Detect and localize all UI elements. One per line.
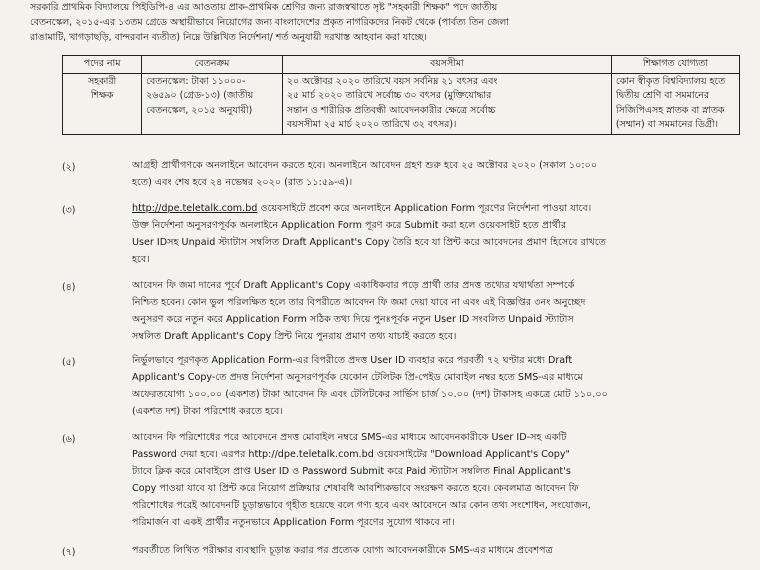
- item-number: (৩): [62, 205, 76, 216]
- item-line: Copy পাওয়া যাবে যা প্রিন্ট করে নিয়োগ প্রক্রিয়ার শেষাবধি আবশ্যিকভাবে সংরক্ষণ করতে হবে। কেবলমাত্র আবেদন ফি: [132, 483, 579, 494]
- age-line: বয়সসীমা ২৫ মার্চ ২০২০ তারিখে ৩২ বৎসর)।: [286, 119, 457, 130]
- intro-line: রাঙামাটি, খাগড়াছড়ি, বান্দরবান ব্যতীত) নিম্নে উল্লিখিত নির্দেশনা/ শর্ত অনুযায়ী দরখাস্ত আহবান করা যাচ্ছে।: [30, 32, 427, 43]
- table-header-row: [63, 56, 740, 74]
- header-qualification: শিক্ষাগত যোগ্যতা: [611, 56, 739, 74]
- item-line: নিশ্চিত হবেন। কোন ভুল পরিলক্ষিত হলে তার বিপরীতে আবেদন ফি জমা দেয়া যাবে না এবং এই বিজ্ঞপ্তির ৩নং অনুচ্ছেদ: [132, 297, 586, 308]
- qual-line: (সম্মান) বা সমমানের ডিগ্রী।: [615, 119, 719, 130]
- item-line: হতে) এবং শেষ হবে ২৪ নভেম্বর ২০২০ (রাত ১১:৫৯-এ)।: [132, 177, 353, 188]
- item-number: (৪): [62, 282, 76, 293]
- cell-age-limit: [282, 73, 611, 134]
- qual-line: সিজিপিএসহ স্নাতক বা স্নাতক: [615, 104, 725, 116]
- item-line: আগ্রহী প্রার্থীগণকে অনলাইনে আবেদন করতে হবে। অনলাইনে আবেদন গ্রহণ শুরু হবে ২৫ অক্টোবর ২০২০ (সকাল ১০:০০: [132, 160, 598, 171]
- item-line: ওয়েবসাইটে প্রবেশ করে অনলাইনে Application Form পূরণের নির্দেশনা পাওয়া যাবে।: [260, 203, 592, 214]
- header-pay-scale: বেতনক্রম: [142, 56, 283, 74]
- header-age-limit: বয়সসীমা: [282, 56, 611, 74]
- item-line: হবে।: [132, 254, 150, 265]
- qual-line: দ্বিতীয় শ্রেণি বা সমমানের: [615, 90, 710, 101]
- intro-line: বেতনস্কেল, ২০১৫-এর ১৩তম গ্রেডে অস্থায়ীভাবে নিয়োগের জন্য বাংলাদেশের প্রকৃত নাগরিকদের নিকট থেকে (পার্বত্য তিন জেলা: [30, 17, 509, 28]
- cell-qualification: [611, 73, 739, 134]
- item-line: উক্ত নির্দেশনা অনুসরণপূর্বক অনলাইনে Application Form পূরণ করে Submit করা হলে ওয়েবসাইট হতে প্রার্থীর: [132, 220, 567, 231]
- item-line: পরিশোধের পরেই আবেদনটি চূড়ান্তভাবে গৃহীত হয়েছে বলে গণ্য হবে এবং আবেদনে আর কোন তথ্য সংশোধন, সংযোজন,: [132, 500, 591, 511]
- item-number: (৬): [62, 434, 76, 445]
- item-line: ট্যাবে ক্লিক করে মোবাইলে প্রাপ্ত User ID ও Password Submit করে Paid স্ট্যাটাস সম্বলিত Final Applicant's: [132, 466, 571, 477]
- pay-line: বেতনস্কেল: টাকা ১১০০০-: [146, 75, 246, 87]
- item-line: পরবর্তীতে লিখিত পরীক্ষার ব্যবস্থাদি চূড়ান্ত করার পর প্রত্যেক যোগ্য আবেদনকারীকে SMS-এর মাধ্যমে প্রবেশপত্র: [132, 545, 553, 556]
- age-line: ২০ অক্টোবর ২০২০ তারিখে বয়স সর্বনিম্ন ২১ বৎসর এবং: [286, 75, 498, 87]
- age-line: সন্তান ও শারীরিক প্রতিবন্ধী আবেদনকারীর ক্ষেত্রে সর্বোচ্চ: [286, 104, 496, 116]
- item-line: আবেদন ফি জমা দানের পূর্বে Draft Applicant's Copy একাধিকবার পড়ে প্রার্থী তার প্রদত্ত তথ্যের যথার্থতা সম্পর্কে: [132, 280, 575, 291]
- post-line: শিক্ষক: [90, 90, 114, 101]
- cell-post-name: [63, 73, 142, 134]
- age-line: ২৫ মার্চ ২০২০ তারিখে সর্বোচ্চ ৩০ বৎসর (মুক্তিযোদ্ধার: [286, 90, 492, 101]
- item-line: User IDসহ Unpaid স্ট্যাটাস সম্বলিত Draft Applicant's Copy তৈরি হবে যা প্রিন্ট করে আবেদনের প্রমাণ হিসেবে রাখতে: [132, 237, 606, 248]
- item-line: Password দেয়া হবে। এরপর http://dpe.teletalk.com.bd ওয়েবসাইটের "Download Applicant's Copy": [132, 449, 570, 460]
- item-line: পরিমার্জন বা একই প্রার্থীর নতুনভাবে Application Form পূরণের সুযোগ থাকবে না।: [132, 517, 455, 528]
- post-table: [62, 55, 740, 135]
- header-post-name: পদের নাম: [63, 56, 142, 74]
- qual-line: কোন স্বীকৃত বিশ্ববিদ্যালয় হতে: [615, 75, 726, 87]
- post-line: সহকারী: [87, 75, 117, 87]
- item-number: (৭): [62, 547, 76, 558]
- item-line: (একশত দশ) টাকা পরিশোধ করতে হবে।: [132, 406, 283, 417]
- item-number: (২): [62, 162, 76, 173]
- item-line: অনুসরণ করে নতুন করে Application Form সঠিক তথ্য দিয়ে পুনঃপূর্বক নতুন User ID সংবলিত Unpaid স্ট্যাটাস: [132, 314, 574, 325]
- item-line: আবেদন ফি পরিশোধের পরে আবেদনে প্রদত্ত মোবাইল নম্বরে SMS-এর মাধ্যমে আবেদনকারীকে User ID-সহ একটি: [132, 432, 567, 443]
- cell-pay-scale: [142, 73, 283, 134]
- item-line: নির্ভুলভাবে পূরণকৃত Application Form-এর বিপরীতে প্রদত্ত User ID ব্যবহার করে পরবর্তী ৭২ ঘণ্টার মধ্যে Draft: [132, 355, 573, 366]
- item-line: সম্বলিত Draft Applicant's Copy প্রিন্ট নিয়ে পুনরায় প্রমাণ তথ্য যাচাই করতে হবে।: [132, 331, 457, 342]
- item-line: অফেরতযোগ্য ১০০.০০ (একশত) টাকা আবেদন ফি এবং টেলিটকের সার্ভিস চার্জ ১০.০০ (দশ) টাকাসহ একত্রে মোট ১১০.০০: [132, 389, 608, 400]
- table-row: [63, 73, 740, 134]
- portal-link[interactable]: http://dpe.teletalk.com.bd: [132, 203, 258, 214]
- pay-line: বেতনস্কেল, ২০১৫ অনুযায়ী): [146, 104, 253, 116]
- item-number: (৫): [62, 357, 76, 368]
- pay-line: ২৬৫৯০ (গ্রেড-১৩) (জাতীয়: [146, 90, 254, 101]
- intro-line: সরকারি প্রাথমিক বিদ্যালয়ে পিইডিপি-৪ এর আওতায় প্রাক-প্রাথমিক শ্রেণির জন্য রাজস্বখাতে সৃষ্ট "সহকারী শিক্ষক" পদে জাতীয়: [30, 2, 498, 13]
- item-line: Applicant's Copy-তে প্রদত্ত নির্দেশনা অনুসরণপূর্বক যেকোন টেলিটক প্রি-পেইড মোবাইল নম্বর হতে SMS-এর মাধ্যমে: [132, 372, 583, 383]
- intro-paragraph: [30, 0, 745, 45]
